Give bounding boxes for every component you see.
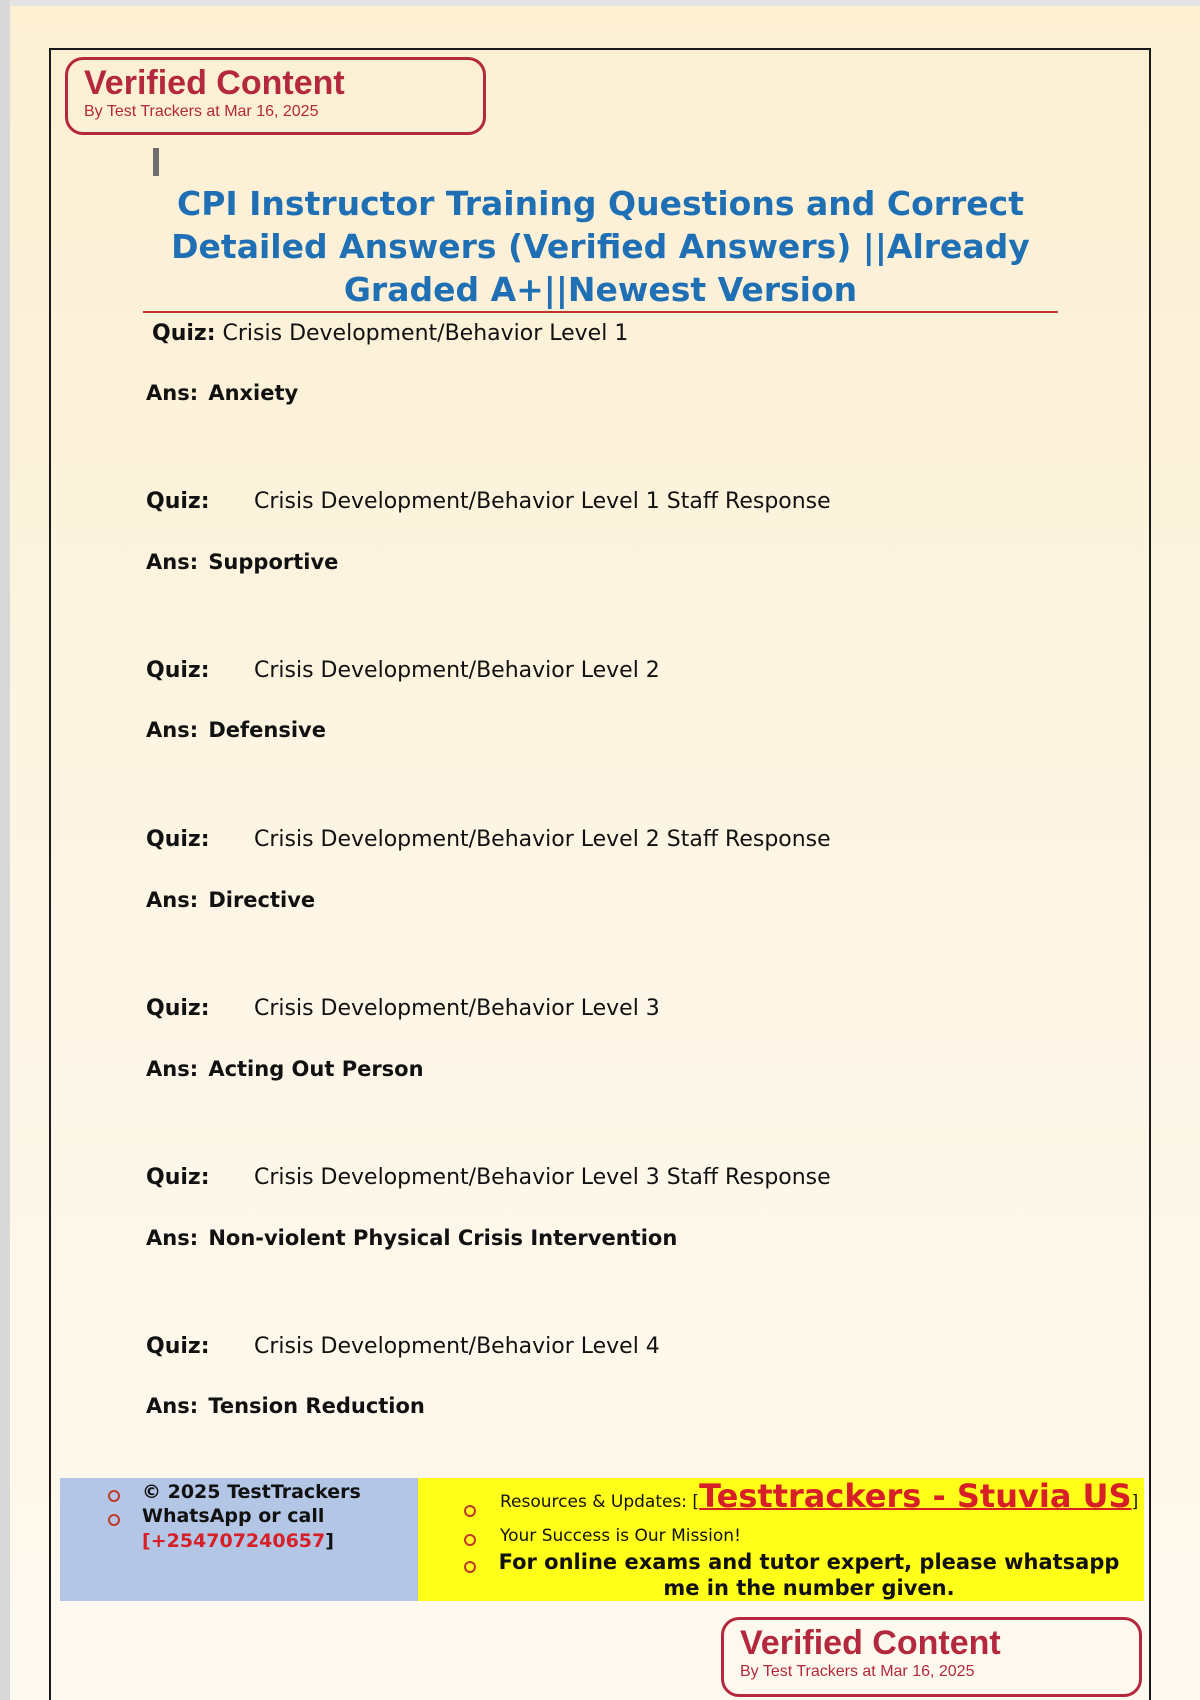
bullet-icon [108,1514,120,1526]
quiz-label: Quiz: [146,658,210,683]
answer-line [146,886,315,914]
quiz-question: Crisis Development/Behavior Level 2 Staff Response [254,827,831,852]
quiz-label: Quiz: [146,1334,210,1359]
answer-text: Directive [208,888,316,912]
quiz-question: Crisis Development/Behavior Level 1 [222,321,629,346]
quiz-line [146,1164,831,1192]
answer-text: Tension Reduction [208,1394,425,1418]
footer-copyright: © 2025 TestTrackers [142,1481,361,1503]
stamp-subtitle: By Test Trackers at Mar 16, 2025 [740,1663,975,1680]
bullet-icon [464,1534,476,1546]
footer-note: For online exams and tutor expert, please whatsapp me in the number given. [498,1550,1120,1600]
document-title [143,182,1058,311]
quiz-label: Quiz: [146,827,210,852]
quiz-question: Crisis Development/Behavior Level 3 [254,996,660,1021]
verified-content-stamp-top [65,57,486,135]
answer-text: Anxiety [208,381,299,405]
stamp-title: Verified Content [740,1624,1001,1662]
answer-label: Ans: [146,550,199,574]
answer-line [146,1224,677,1252]
resources-close-bracket: ] [1131,1492,1139,1512]
footer-mission: Your Success is Our Mission! [500,1526,741,1546]
answer-label: Ans: [146,1057,199,1081]
title-line: Graded A+||Newest Version [343,270,858,309]
footer-phone-number[interactable]: +254707240657 [150,1530,326,1552]
bullet-icon [464,1505,476,1517]
title-line: Detailed Answers (Verified Answers) ||Already [171,227,1030,266]
stamp-title: Verified Content [84,64,345,102]
answer-line [146,379,298,407]
quiz-line [146,826,831,854]
quiz-line [146,1333,660,1361]
quiz-question: Crisis Development/Behavior Level 4 [254,1334,660,1359]
answer-line [146,1392,425,1420]
text-cursor-mark [153,148,159,176]
answer-text: Supportive [208,550,339,574]
viewer-top-edge [0,0,1200,6]
stamp-subtitle: By Test Trackers at Mar 16, 2025 [84,103,319,120]
answer-line [146,548,338,576]
answer-label: Ans: [146,1394,199,1418]
footer-resources-line [500,1477,1139,1515]
verified-content-stamp-bottom [721,1617,1142,1697]
footer-phone-line [142,1529,334,1553]
quiz-label: Quiz: [146,1165,210,1190]
bullet-icon [464,1561,476,1573]
quiz-line [146,657,660,685]
quiz-label: Quiz: [146,996,210,1021]
footer-resources-panel [418,1478,1144,1601]
phone-open-bracket: [ [142,1530,151,1552]
quiz-line [146,995,660,1023]
quiz-question: Crisis Development/Behavior Level 3 Staff Response [254,1165,831,1190]
answer-label: Ans: [146,888,199,912]
answer-label: Ans: [146,718,199,742]
answer-text: Defensive [208,718,326,742]
quiz-question: Crisis Development/Behavior Level 2 [254,658,660,683]
quiz-line [146,488,831,516]
quiz-line [152,320,628,348]
title-line: CPI Instructor Training Questions and Correct [176,184,1025,223]
answer-line [146,1055,424,1083]
footer-contact-label: WhatsApp or call [142,1505,325,1527]
footer-contact-panel [60,1478,418,1601]
answer-label: Ans: [146,381,199,405]
answer-text: Acting Out Person [208,1057,424,1081]
answer-label: Ans: [146,1226,199,1250]
quiz-label: Quiz: [146,489,210,514]
answer-text: Non-violent Physical Crisis Intervention [208,1226,678,1250]
phone-close-bracket: ] [325,1530,334,1552]
bullet-icon [108,1490,120,1502]
quiz-question: Crisis Development/Behavior Level 1 Staff Response [254,489,831,514]
stuvia-store-link[interactable]: Testtrackers - Stuvia US [699,1477,1132,1515]
quiz-label: Quiz: [152,321,216,346]
resources-label: Resources & Updates: [ [500,1492,700,1512]
viewer-left-edge [0,0,10,1700]
answer-line [146,716,326,744]
title-divider [143,311,1058,313]
